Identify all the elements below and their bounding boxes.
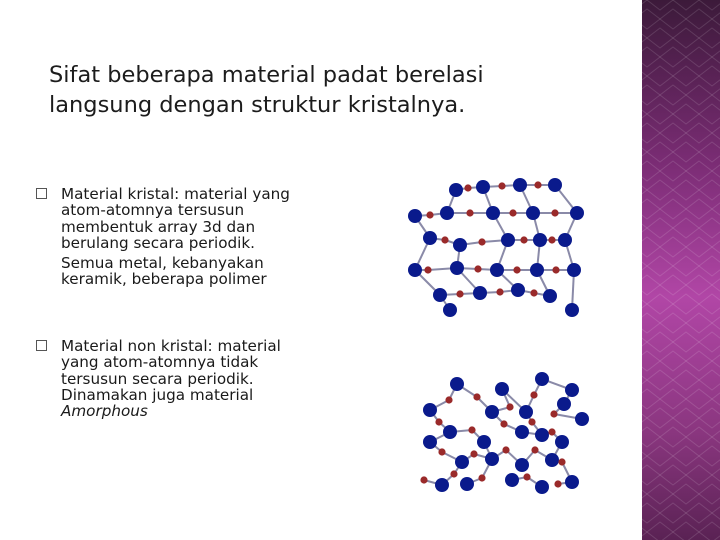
diamond-shape [660, 389, 686, 409]
small-atom [450, 470, 457, 477]
diamond-shape [712, 47, 720, 67]
bullet-text [61, 338, 341, 419]
large-atom [485, 452, 499, 466]
diamond-shape [660, 85, 686, 105]
diamond-pattern [642, 0, 720, 540]
diamond-shape [673, 408, 699, 428]
diamond-shape [712, 275, 720, 295]
diamond-shape [673, 66, 699, 86]
diamond-shape [686, 237, 712, 257]
bullet-square-icon [36, 340, 47, 351]
large-atom [473, 286, 487, 300]
diamond-shape [660, 275, 686, 295]
diamond-shape [642, 275, 660, 295]
small-atom [528, 418, 535, 425]
diamond-shape [660, 161, 686, 181]
small-atom [470, 450, 477, 457]
diamond-shape [699, 370, 720, 390]
large-atom [535, 480, 549, 494]
large-atom [433, 288, 447, 302]
diamond-shape [660, 503, 686, 523]
diamond-shape [686, 85, 712, 105]
diamond-shape [686, 503, 712, 523]
diamond-shape [642, 351, 660, 371]
diamond-shape [673, 294, 699, 314]
large-atom [519, 405, 533, 419]
small-atom [531, 446, 538, 453]
diamond-shape [642, 9, 660, 29]
large-atom [435, 478, 449, 492]
diamond-shape [673, 522, 699, 540]
large-atom [490, 263, 504, 277]
large-atom [453, 238, 467, 252]
small-atom [550, 410, 557, 417]
diamond-shape [673, 180, 699, 200]
bullet-line: Material non kristal: material [61, 337, 281, 355]
large-atom [476, 180, 490, 194]
large-atom [440, 206, 454, 220]
bullet-line: atom-atomnya tersusun [61, 201, 245, 220]
diamond-shape [686, 161, 712, 181]
bullet-line: Dinamakan juga material [61, 385, 254, 404]
diamond-shape [686, 199, 712, 219]
title-line-2: langsung dengan struktur kristalnya. [49, 92, 466, 118]
small-atom [420, 476, 427, 483]
small-atom [478, 238, 485, 245]
diamond-shape [647, 484, 673, 504]
diamond-shape [712, 161, 720, 181]
diamond-shape [686, 465, 712, 485]
diamond-shape [712, 465, 720, 485]
small-atom [500, 420, 507, 427]
diamond-shape [699, 104, 720, 124]
small-atom [445, 396, 452, 403]
diamond-shape [673, 446, 699, 466]
large-atom [455, 455, 469, 469]
diamond-shape [642, 522, 647, 540]
large-atom [505, 473, 519, 487]
small-atom [530, 391, 537, 398]
diamond-shape [647, 332, 673, 352]
diamond-shape [647, 522, 673, 540]
large-atom [443, 425, 457, 439]
large-atom [477, 435, 491, 449]
diamond-shape [660, 123, 686, 143]
diamond-shape [699, 142, 720, 162]
small-atom [456, 290, 463, 297]
large-atom [450, 261, 464, 275]
diamond-shape [699, 408, 720, 428]
large-atom [423, 403, 437, 417]
diamond-shape [699, 294, 720, 314]
large-atom [535, 372, 549, 386]
diamond-shape [686, 313, 712, 333]
diamond-shape [647, 408, 673, 428]
diamond-shape [642, 199, 660, 219]
diamond-shape [647, 142, 673, 162]
large-atom [545, 453, 559, 467]
large-atom [449, 183, 463, 197]
diamond-shape [642, 503, 660, 523]
diamond-shape [660, 9, 686, 29]
diamond-shape [642, 237, 660, 257]
large-atom [565, 383, 579, 397]
small-atom [435, 418, 442, 425]
small-atom [554, 480, 561, 487]
diamond-shape [699, 218, 720, 238]
diamond-shape [642, 427, 660, 447]
small-atom [509, 209, 516, 216]
diamond-shape [673, 142, 699, 162]
title-line-1: Sifat beberapa material padat berelasi [49, 62, 484, 88]
diamond-shape [673, 332, 699, 352]
small-atom [548, 428, 555, 435]
large-atom [557, 397, 571, 411]
large-atom [526, 206, 540, 220]
bullet-line: Material kristal: material yang [61, 185, 290, 203]
small-atom [558, 458, 565, 465]
small-atom [426, 211, 433, 218]
large-atom [513, 178, 527, 192]
diamond-shape [699, 446, 720, 466]
diamond-shape [660, 427, 686, 447]
large-atom [558, 233, 572, 247]
diamond-shape [686, 427, 712, 447]
diamond-shape [647, 256, 673, 276]
diamond-shape [699, 332, 720, 352]
diamond-shape [660, 465, 686, 485]
small-atom [496, 288, 503, 295]
bullet-text [61, 186, 341, 288]
large-atom [575, 412, 589, 426]
diamond-shape [673, 0, 699, 10]
small-atom [441, 236, 448, 243]
diamond-shape [673, 104, 699, 124]
small-atom [513, 266, 520, 273]
diamond-shape [647, 180, 673, 200]
large-atom [408, 263, 422, 277]
bullet-line: keramik, beberapa polimer [61, 270, 267, 289]
diamond-shape [647, 218, 673, 238]
diamond-shape [660, 313, 686, 333]
diamond-shape [712, 503, 720, 523]
diamond-shape [699, 0, 720, 10]
diamond-shape [647, 294, 673, 314]
diamond-shape [660, 351, 686, 371]
large-atom [567, 263, 581, 277]
large-atom [565, 303, 579, 317]
bullet-line: berulang secara periodik. [61, 233, 255, 252]
large-atom [515, 425, 529, 439]
diamond-shape [699, 180, 720, 200]
diamond-shape [686, 123, 712, 143]
small-atom [498, 182, 505, 189]
large-atom [501, 233, 515, 247]
diamond-shape [642, 47, 660, 67]
diamond-shape [712, 313, 720, 333]
diamond-shape [712, 85, 720, 105]
large-atom [565, 475, 579, 489]
diamond-shape [647, 28, 673, 48]
small-atom [473, 393, 480, 400]
diamond-shape [712, 351, 720, 371]
small-atom [464, 184, 471, 191]
bullet-square-icon [36, 188, 47, 199]
large-atom [515, 458, 529, 472]
diamond-shape [660, 199, 686, 219]
small-atom [520, 236, 527, 243]
diamond-shape [673, 370, 699, 390]
diamond-shape [712, 123, 720, 143]
bullet-line: tersusun secara periodik. [61, 369, 254, 388]
small-atom [523, 473, 530, 480]
small-atom [438, 448, 445, 455]
small-atom [424, 266, 431, 273]
small-atom [534, 181, 541, 188]
amorphous-structure-diagram [412, 362, 602, 497]
small-atom [502, 446, 509, 453]
large-atom [535, 428, 549, 442]
bullet-line: Semua metal, kebanyakan [61, 254, 264, 273]
small-atom [478, 474, 485, 481]
diamond-shape [712, 9, 720, 29]
diamond-shape [647, 104, 673, 124]
diamond-shape [673, 28, 699, 48]
diamond-shape [699, 256, 720, 276]
slide-title [49, 60, 609, 120]
diamond-shape [686, 9, 712, 29]
diamond-shape [642, 389, 660, 409]
amorphous-text: Amorphous [61, 402, 148, 421]
large-atom [570, 206, 584, 220]
diamond-shape [699, 28, 720, 48]
diamond-shape [647, 0, 673, 10]
diamond-shape [673, 218, 699, 238]
large-atom [511, 283, 525, 297]
decorative-sidebar [642, 0, 720, 540]
large-atom [408, 209, 422, 223]
diamond-shape [642, 0, 647, 10]
diamond-shape [642, 313, 660, 333]
bullet-line-italic [61, 403, 341, 419]
diamond-shape [660, 237, 686, 257]
small-atom [506, 403, 513, 410]
large-atom [555, 435, 569, 449]
bullet-line: membentuk array 3d dan [61, 217, 256, 236]
diamond-shape [686, 275, 712, 295]
diamond-shape [699, 484, 720, 504]
diamond-shape [699, 522, 720, 540]
diamond-shape [686, 351, 712, 371]
diamond-shape [642, 465, 660, 485]
large-atom [485, 405, 499, 419]
crystalline-structure-diagram [400, 160, 600, 320]
small-atom [552, 266, 559, 273]
large-atom [443, 303, 457, 317]
small-atom [530, 289, 537, 296]
large-atom [486, 206, 500, 220]
diamond-shape [647, 370, 673, 390]
diamond-shape [712, 237, 720, 257]
diamond-shape [660, 47, 686, 67]
large-atom [423, 231, 437, 245]
diamond-shape [673, 256, 699, 276]
large-atom [460, 477, 474, 491]
small-atom [468, 426, 475, 433]
large-atom [495, 382, 509, 396]
small-atom [551, 209, 558, 216]
large-atom [530, 263, 544, 277]
diamond-shape [712, 427, 720, 447]
small-atom [548, 236, 555, 243]
small-atom [466, 209, 473, 216]
bullet-line: yang atom-atomnya tidak [61, 353, 259, 372]
diamond-shape [686, 47, 712, 67]
large-atom [533, 233, 547, 247]
large-atom [423, 435, 437, 449]
diamond-shape [642, 123, 660, 143]
diamond-shape [712, 389, 720, 409]
diamond-shape [699, 66, 720, 86]
diamond-shape [686, 389, 712, 409]
large-atom [450, 377, 464, 391]
diamond-shape [647, 446, 673, 466]
diamond-shape [712, 199, 720, 219]
large-atom [543, 289, 557, 303]
small-atom [474, 265, 481, 272]
diamond-shape [647, 66, 673, 86]
diamond-shape [642, 85, 660, 105]
diamond-shape [642, 161, 660, 181]
large-atom [548, 178, 562, 192]
diamond-shape [673, 484, 699, 504]
